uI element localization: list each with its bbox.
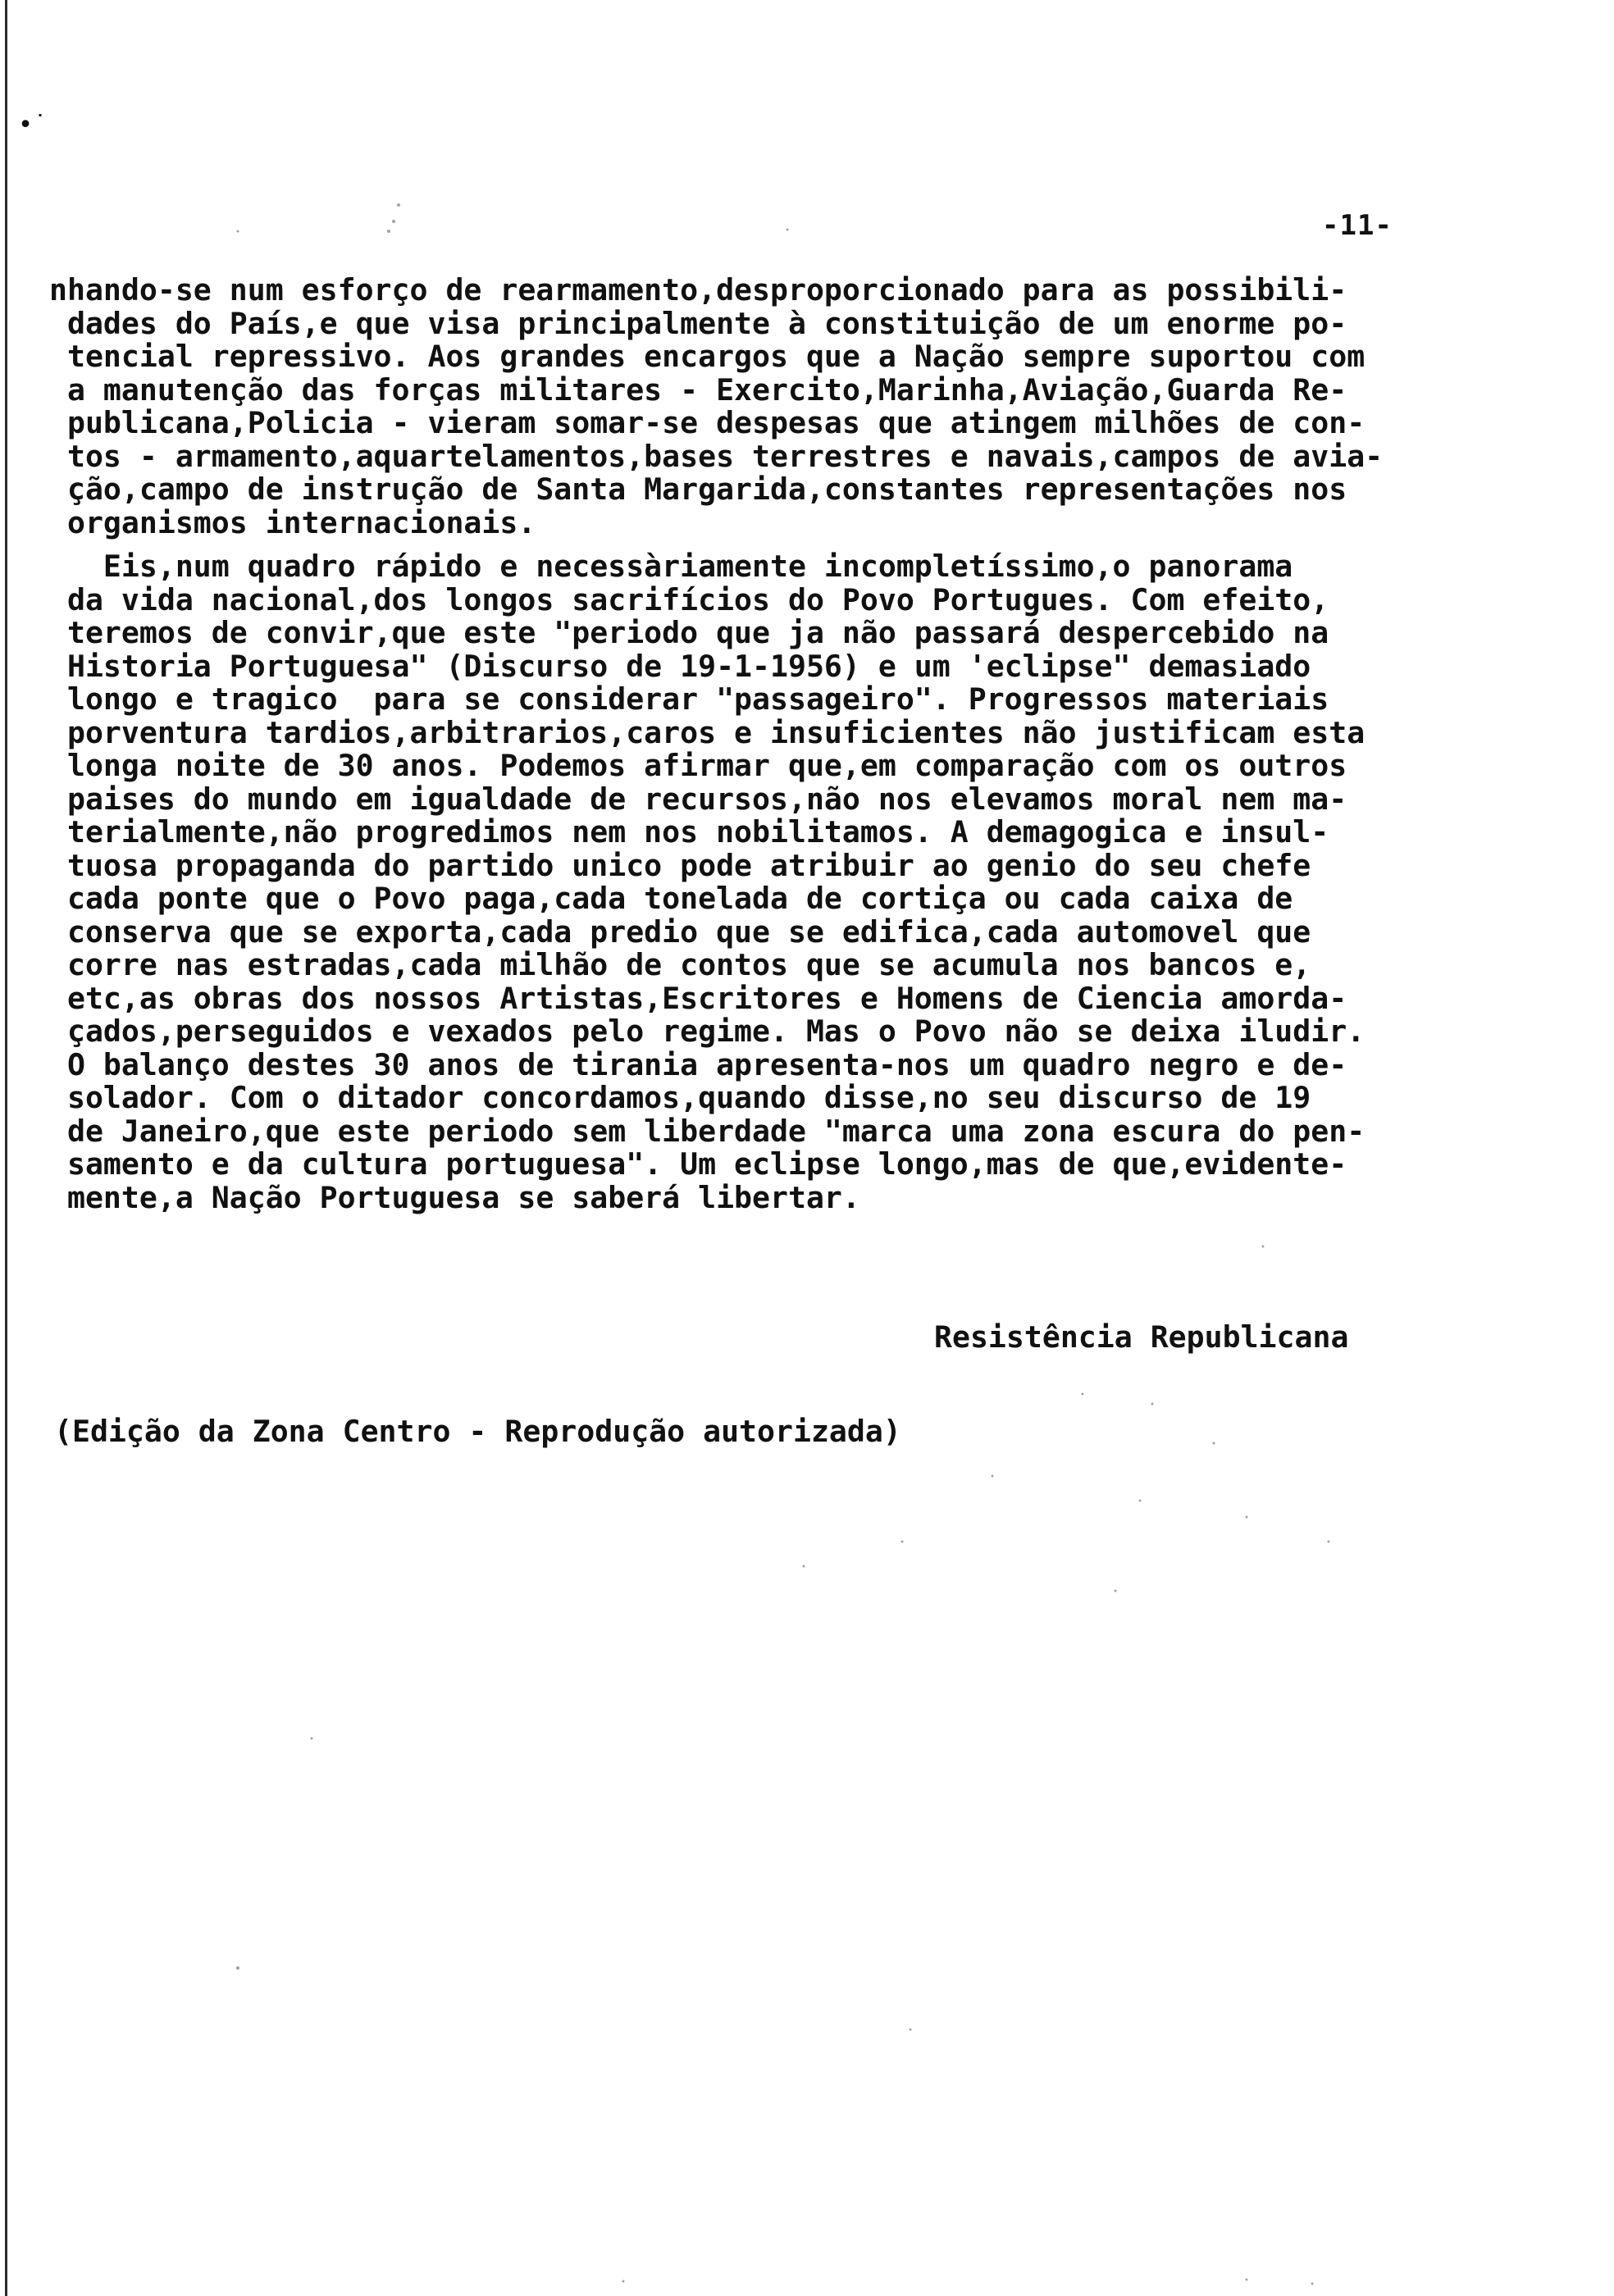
edition-note: (Edição da Zona Centro - Reprodução autorizada) bbox=[54, 1414, 901, 1449]
body-paragraph-1: nhando-se num esforço de rearmamento,desproporcionado para as possibili- dades do País,e que visa principalmente à constituição de um enorme po- tencial repressivo. Aos grandes encargos que a Nação sempre suportou com a manutenção das forças militares - Exercito,Marinha,Aviação,Guarda Re- publicana,Policia - vieram somar-se despesas que atingem milhões de con- tos - armamento,aquartelamentos,bases terrestres e navais,campos de avia- ção,campo de instrução de Santa Margarida,constantes representações nos organismos internacionais. bbox=[49, 272, 1384, 540]
signature-line: Resistência Republicana bbox=[934, 1319, 1349, 1355]
page-edge-rule bbox=[5, 0, 7, 2296]
ink-blot-mark: •̇ bbox=[18, 111, 34, 139]
body-paragraph-2: Eis,num quadro rápido e necessàriamente incompletíssimo,o panorama da vida nacional,dos longos sacrifícios do Povo Portugues. Com efeito, teremos de convir,que este "periodo que ja não passará despercebido na Historia Portuguesa" (Discurso de 19-1-1956) e um 'eclipse" demasiado longo e tragico para se considerar "passageiro". Progressos materiais porventura tardios,arbitrarios,caros e insuficientes não justificam esta longa noite de 30 anos. Podemos afirmar que,em comparação com os outros paises do mundo em igualdade de recursos,não nos elevamos moral nem ma- terialmente,não progredimos nem nos nobilitamos. A demagogica e insul- tuosa propaganda do partido unico pode atribuir ao genio do seu chefe cada ponte que o Povo paga,cada tonelada de cortiça ou cada caixa de conserva que se exporta,cada predio que se edifica,cada automovel que corre nas estradas,cada milhão de contos que se acumula nos bancos e, etc,as obras dos nossos Artistas,Escritores e Homens de Ciencia amorda- çados,perseguidos e vexados pelo regime. Mas o Povo não se deixa iludir. O balanço destes 30 anos de tirania apresenta-nos um quadro negro e de- solador. Com o ditador concordamos,quando disse,no seu discurso de 19 de Janeiro,que este periodo sem liberdade "marca uma zona escura do pen- samento e da cultura portuguesa". Um eclipse longo,mas de que,evidente- mente,a Nação Portuguesa se saberá libertar. bbox=[66, 549, 1366, 1215]
page-number: -11- bbox=[1322, 209, 1393, 242]
